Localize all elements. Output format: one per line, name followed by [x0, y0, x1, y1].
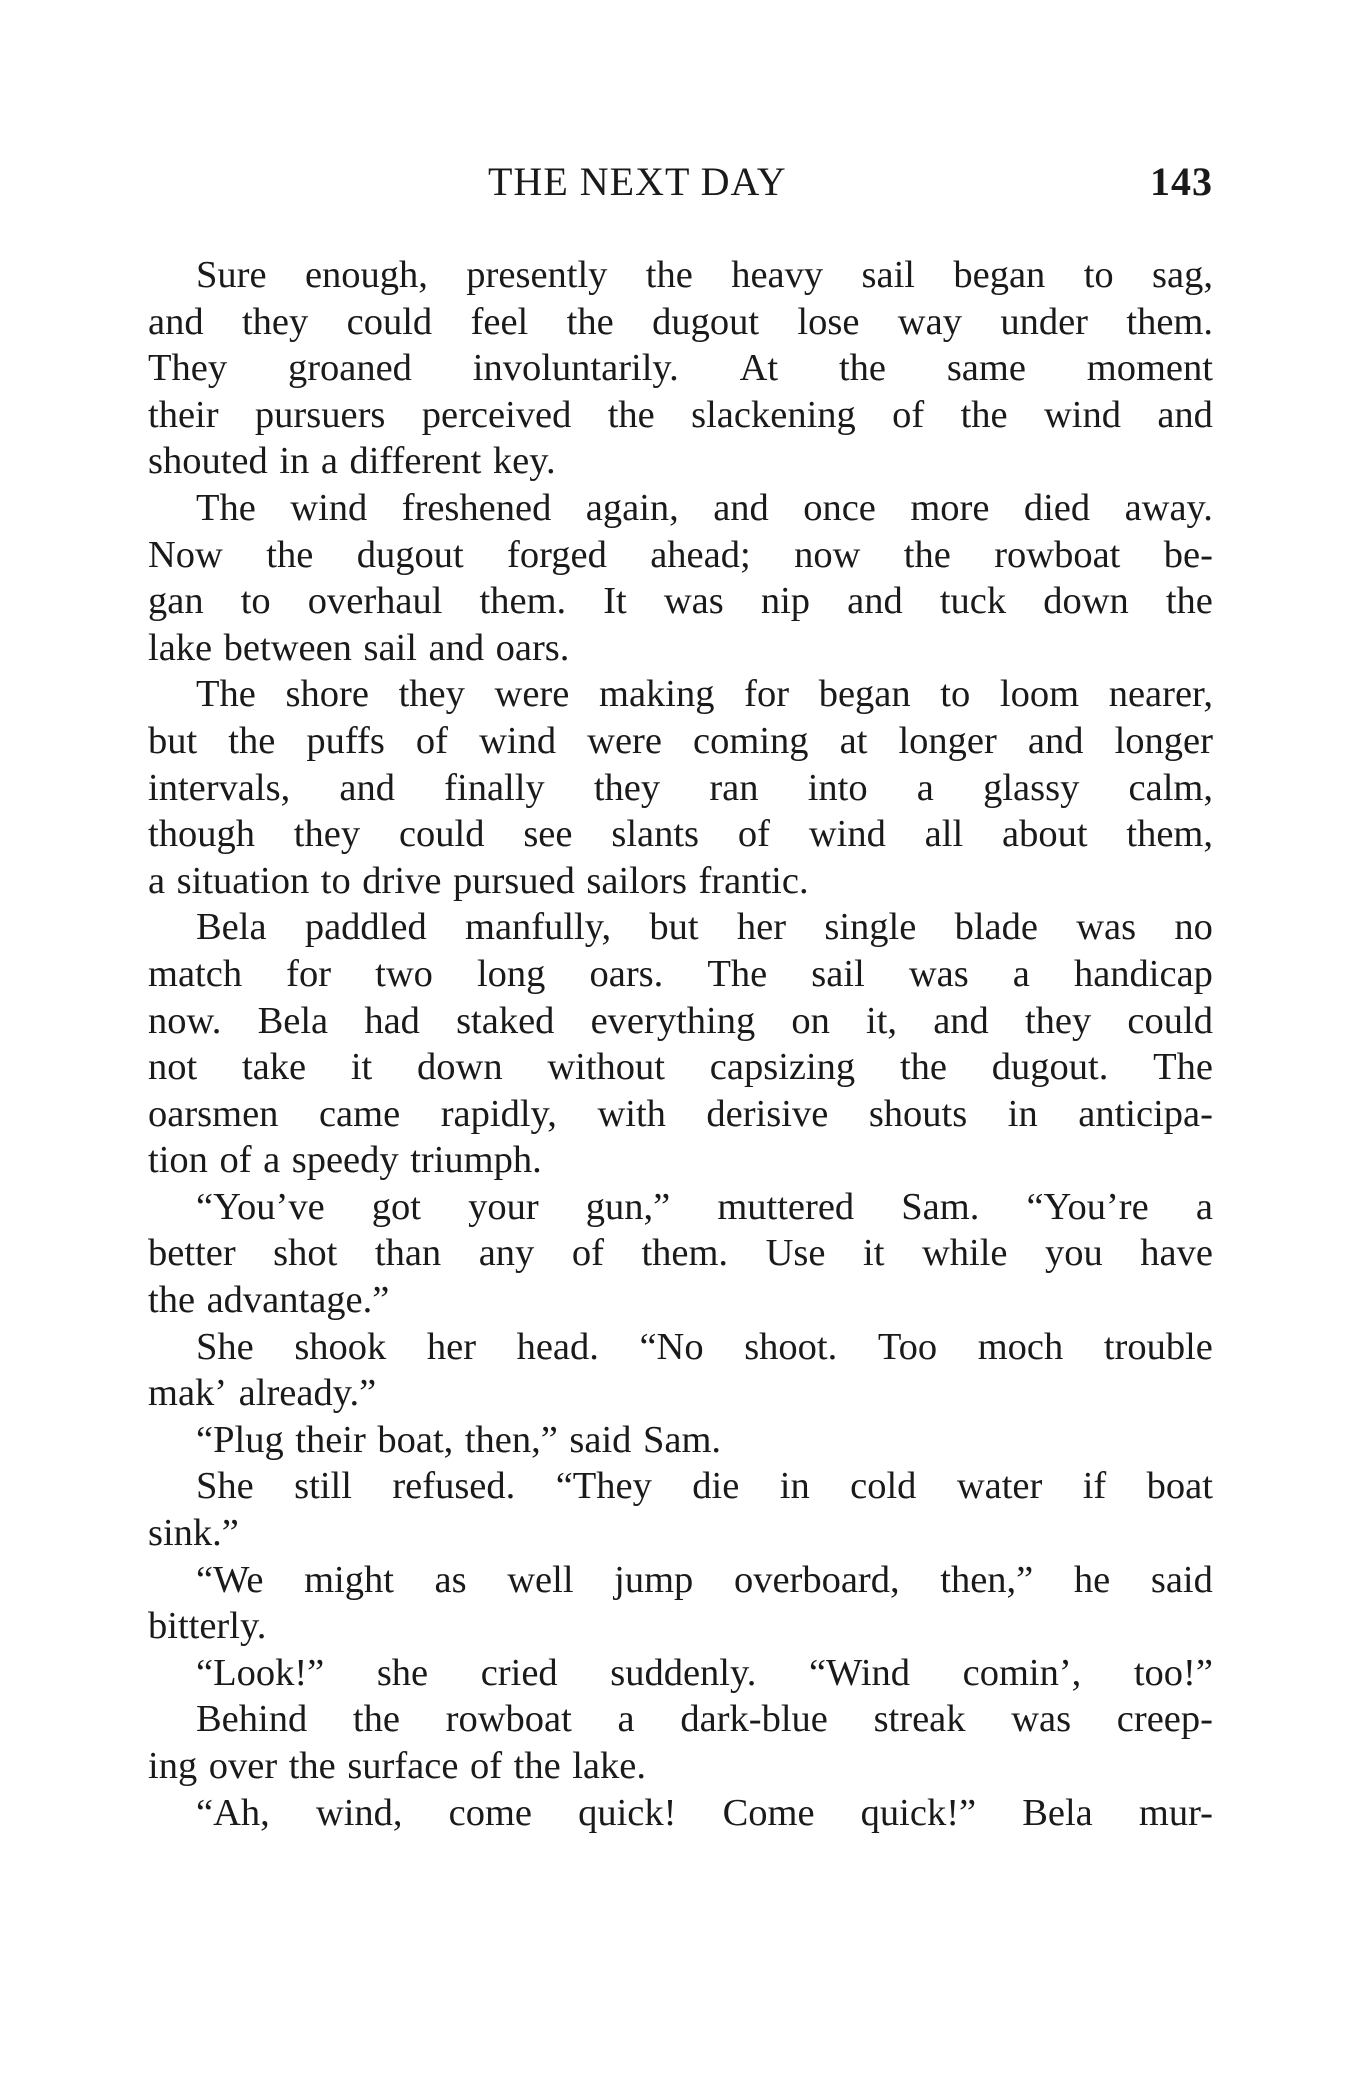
- text-word: longer: [1114, 719, 1213, 762]
- text-line: [148, 1044, 1213, 1091]
- text-line: [148, 1743, 1213, 1790]
- text-word: coming: [693, 719, 809, 762]
- text-word: of: [415, 719, 448, 762]
- text-word: speedy: [291, 1139, 399, 1182]
- text-word: oarsmen: [148, 1092, 279, 1135]
- text-word: about: [1001, 813, 1088, 856]
- text-word: mur-: [1138, 1791, 1213, 1834]
- text-word: Bela: [1022, 1791, 1093, 1834]
- text-word: slackening: [691, 393, 856, 436]
- text-word: rapidly,: [440, 1092, 557, 1135]
- text-word: tion: [148, 1139, 208, 1182]
- text-word: it: [350, 1046, 373, 1089]
- text-word: “You’re: [1026, 1185, 1149, 1228]
- text-word: Sam.: [642, 1418, 722, 1461]
- text-word: involuntarily.: [472, 347, 679, 390]
- text-word: them,: [1126, 813, 1213, 856]
- running-title: THE NEXT DAY: [488, 159, 787, 204]
- text-word: of: [571, 1232, 604, 1275]
- text-line: [148, 811, 1213, 858]
- text-word: on: [791, 999, 830, 1042]
- text-word: The: [1153, 1046, 1213, 1089]
- text-line: [148, 951, 1213, 998]
- text-line: [148, 671, 1213, 718]
- text-word: your: [468, 1185, 539, 1228]
- text-word: and: [339, 766, 395, 809]
- text-word: once: [803, 486, 876, 529]
- text-line: [148, 252, 1213, 299]
- text-word: forged: [507, 533, 607, 576]
- text-word: in: [279, 440, 310, 483]
- text-word: under: [1000, 300, 1088, 343]
- text-word: It: [603, 580, 627, 623]
- text-word: them.: [1126, 300, 1213, 343]
- text-word: still: [294, 1465, 352, 1508]
- text-word: was: [1011, 1698, 1072, 1741]
- text-line: [148, 1603, 1213, 1650]
- text-word: bitterly.: [148, 1605, 267, 1648]
- text-word: the: [903, 533, 951, 576]
- text-word: and: [713, 486, 769, 529]
- text-word: again,: [585, 486, 679, 529]
- text-line: [148, 1230, 1213, 1277]
- text-word: glassy: [983, 766, 1080, 809]
- text-word: “No: [639, 1325, 704, 1368]
- text-word: a: [148, 859, 166, 902]
- text-word: they: [398, 673, 465, 716]
- text-word: began: [953, 254, 1046, 296]
- text-word: everything: [590, 999, 756, 1042]
- text-word: with: [597, 1092, 666, 1135]
- text-word: gun,”: [585, 1185, 671, 1228]
- text-word: “You’ve: [196, 1185, 325, 1228]
- text-word: trouble: [1103, 1325, 1213, 1368]
- text-word: wind: [479, 719, 557, 762]
- text-word: derisive: [706, 1092, 829, 1135]
- text-line: [148, 1370, 1213, 1417]
- text-word: long: [476, 952, 546, 995]
- text-word: two: [375, 952, 433, 995]
- text-word: into: [807, 766, 868, 809]
- text-word: the: [607, 393, 655, 436]
- text-word: same: [946, 347, 1026, 390]
- text-word: now.: [148, 999, 222, 1042]
- text-word: boat: [1146, 1465, 1213, 1508]
- text-word: overhaul: [307, 580, 443, 623]
- text-word: and: [428, 626, 485, 669]
- text-word: they: [1024, 999, 1092, 1042]
- text-line: [148, 1184, 1213, 1231]
- text-word: freshened: [401, 486, 552, 529]
- text-word: The: [707, 952, 768, 995]
- text-word: manfully,: [465, 906, 612, 949]
- text-word: and: [847, 580, 903, 623]
- text-word: comin’,: [962, 1651, 1082, 1694]
- text-word: “Look!”: [196, 1651, 325, 1694]
- text-word: to: [320, 859, 351, 902]
- text-word: enough,: [304, 254, 428, 296]
- text-word: intervals,: [148, 766, 291, 809]
- text-word: sail: [811, 952, 865, 995]
- text-word: without: [547, 1046, 666, 1089]
- text-word: wind,: [315, 1791, 403, 1834]
- text-word: oars.: [589, 952, 664, 995]
- text-word: was: [1076, 906, 1137, 949]
- text-word: were: [587, 719, 662, 762]
- text-word: die: [692, 1465, 740, 1508]
- text-word: wind: [290, 486, 368, 529]
- text-word: to: [240, 580, 271, 623]
- text-word: Too: [877, 1325, 938, 1368]
- text-word: ran: [709, 766, 759, 809]
- text-word: and: [1157, 393, 1213, 436]
- text-word: wind: [1043, 393, 1121, 436]
- text-word: more: [910, 486, 990, 529]
- text-word: of: [219, 1139, 252, 1182]
- text-word: to: [940, 673, 971, 716]
- text-word: you: [1045, 1232, 1103, 1275]
- text-word: it,: [866, 999, 898, 1042]
- text-word: She: [196, 1465, 254, 1508]
- text-word: better: [148, 1232, 236, 1275]
- text-word: her: [736, 906, 787, 949]
- text-word: “Wind: [808, 1651, 911, 1694]
- text-line: [148, 438, 1213, 485]
- text-line: [148, 1417, 1213, 1464]
- text-line: [148, 765, 1213, 812]
- text-word: it: [863, 1232, 885, 1275]
- text-word: the: [645, 254, 693, 296]
- text-word: was: [663, 580, 724, 623]
- text-word: they: [293, 813, 361, 856]
- text-word: perceived: [421, 393, 572, 436]
- text-word: muttered: [717, 1185, 855, 1228]
- text-word: though: [148, 813, 255, 856]
- text-word: between: [223, 626, 352, 669]
- text-word: and: [933, 999, 989, 1042]
- text-word: Now: [148, 533, 223, 576]
- text-word: wind: [808, 813, 886, 856]
- text-word: suddenly.: [610, 1651, 757, 1694]
- text-word: away.: [1124, 486, 1213, 529]
- text-word: in: [779, 1465, 810, 1508]
- text-word: “We: [196, 1558, 264, 1601]
- text-word: was: [908, 952, 969, 995]
- text-word: Bela: [196, 906, 267, 949]
- text-word: the: [899, 1046, 947, 1089]
- text-word: come: [448, 1791, 532, 1834]
- text-line: [148, 345, 1213, 392]
- text-word: creep-: [1116, 1698, 1213, 1741]
- text-word: a: [617, 1698, 635, 1741]
- text-word: down: [417, 1046, 503, 1089]
- text-word: moment: [1086, 347, 1213, 390]
- text-word: dark-blue: [680, 1698, 828, 1741]
- text-line: [148, 1463, 1213, 1510]
- text-word: rowboat: [994, 533, 1121, 576]
- text-word: their: [295, 1418, 366, 1461]
- text-line: [148, 718, 1213, 765]
- text-word: shoot.: [744, 1325, 838, 1368]
- text-word: boat,: [377, 1418, 454, 1461]
- text-word: be-: [1163, 533, 1213, 576]
- text-word: the: [838, 347, 886, 390]
- text-word: of: [470, 1745, 503, 1787]
- text-word: lose: [797, 300, 860, 343]
- text-word: the: [148, 1279, 196, 1322]
- text-line: [148, 578, 1213, 625]
- text-line: [148, 1091, 1213, 1138]
- text-word: have: [1140, 1232, 1213, 1275]
- text-word: slants: [611, 813, 700, 856]
- text-word: began: [818, 673, 911, 716]
- text-line: [148, 625, 1213, 672]
- text-word: them.: [641, 1232, 729, 1275]
- text-word: dugout.: [991, 1046, 1109, 1089]
- text-line: [148, 1510, 1213, 1557]
- text-word: key.: [492, 440, 556, 483]
- text-word: loom: [999, 673, 1080, 716]
- text-word: the: [266, 533, 314, 576]
- text-word: a: [916, 766, 934, 809]
- text-line: [148, 1277, 1213, 1324]
- text-word: sailors: [586, 859, 687, 902]
- text-word: were: [494, 673, 570, 716]
- text-line: [148, 858, 1213, 905]
- text-word: too!”: [1133, 1651, 1213, 1694]
- text-word: quick!: [578, 1791, 677, 1834]
- text-word: Behind: [196, 1698, 308, 1741]
- text-word: all: [924, 813, 964, 856]
- text-word: heavy: [731, 254, 824, 296]
- text-word: a: [1012, 952, 1030, 995]
- text-word: her: [426, 1325, 477, 1368]
- text-word: he: [1073, 1558, 1111, 1601]
- text-word: could: [346, 300, 433, 343]
- text-word: the: [288, 1745, 336, 1787]
- text-word: them.: [479, 580, 567, 623]
- text-word: capsizing: [709, 1046, 856, 1089]
- text-word: shouted: [148, 440, 268, 483]
- text-word: sag,: [1152, 254, 1213, 296]
- text-word: Sam.: [901, 1185, 980, 1228]
- text-line: [148, 904, 1213, 951]
- text-word: Use: [765, 1232, 826, 1275]
- text-word: take: [241, 1046, 307, 1089]
- text-line: [148, 532, 1213, 579]
- text-word: down: [1043, 580, 1129, 623]
- text-word: rowboat: [445, 1698, 572, 1741]
- text-word: in: [1007, 1092, 1038, 1135]
- page-number: 143: [1150, 159, 1213, 204]
- text-line: [148, 1324, 1213, 1371]
- text-word: cried: [480, 1651, 558, 1694]
- text-word: shouts: [868, 1092, 968, 1135]
- text-line: [148, 299, 1213, 346]
- text-word: now: [794, 533, 861, 576]
- text-word: a: [1195, 1185, 1213, 1228]
- text-word: for: [744, 673, 790, 716]
- text-word: the: [566, 300, 614, 343]
- text-word: pursuers: [254, 393, 386, 436]
- text-word: The: [196, 673, 256, 716]
- text-word: She: [196, 1325, 254, 1368]
- text-word: Sure: [196, 254, 267, 296]
- text-word: The: [196, 486, 256, 529]
- text-word: shot: [273, 1232, 338, 1275]
- text-word: staked: [456, 999, 555, 1042]
- text-word: pursued: [452, 859, 575, 902]
- text-word: blade: [954, 906, 1038, 949]
- text-word: head.: [516, 1325, 599, 1368]
- text-word: while: [921, 1232, 1008, 1275]
- text-word: any: [478, 1232, 535, 1275]
- text-word: as: [434, 1558, 467, 1601]
- text-word: ahead;: [650, 533, 751, 576]
- text-line: [148, 392, 1213, 439]
- body-text: [148, 252, 1213, 1836]
- text-word: cold: [850, 1465, 917, 1508]
- text-word: water: [956, 1465, 1043, 1508]
- text-word: got: [371, 1185, 421, 1228]
- text-word: over: [208, 1745, 278, 1787]
- text-word: single: [824, 906, 917, 949]
- text-word: gan: [148, 580, 204, 623]
- text-word: nearer,: [1108, 673, 1213, 716]
- text-word: lake: [148, 626, 213, 669]
- text-word: of: [892, 393, 925, 436]
- text-word: advantage.”: [206, 1279, 390, 1322]
- text-word: presently: [466, 254, 608, 296]
- text-word: for: [286, 952, 332, 995]
- text-word: they: [593, 766, 661, 809]
- text-word: handicap: [1073, 952, 1213, 995]
- text-word: shook: [294, 1325, 387, 1368]
- text-word: feel: [470, 300, 529, 343]
- text-word: “Ah,: [196, 1791, 270, 1834]
- text-word: dugout: [652, 300, 760, 343]
- text-word: if: [1082, 1465, 1107, 1508]
- text-word: said: [569, 1418, 632, 1461]
- text-word: could: [1127, 999, 1213, 1042]
- text-word: she: [376, 1651, 429, 1694]
- text-word: sail: [861, 254, 915, 296]
- text-line: [148, 1696, 1213, 1743]
- text-word: and: [1027, 719, 1084, 762]
- text-word: finally: [444, 766, 545, 809]
- text-word: their: [148, 393, 219, 436]
- text-word: At: [739, 347, 779, 390]
- text-line: [148, 1137, 1213, 1184]
- text-word: had: [364, 999, 420, 1042]
- text-line: [148, 1557, 1213, 1604]
- text-word: longer: [898, 719, 997, 762]
- text-word: overboard,: [733, 1558, 900, 1601]
- text-word: streak: [873, 1698, 966, 1741]
- text-word: puffs: [306, 719, 385, 762]
- text-word: surface: [347, 1745, 459, 1787]
- text-word: situation: [176, 859, 310, 902]
- text-word: sink.”: [148, 1512, 239, 1555]
- text-word: paddled: [304, 906, 427, 949]
- text-word: refused.: [392, 1465, 516, 1508]
- text-word: making: [599, 673, 715, 716]
- text-word: died: [1023, 486, 1091, 529]
- text-word: calm,: [1128, 766, 1213, 809]
- text-word: then,”: [940, 1558, 1034, 1601]
- text-word: said: [1150, 1558, 1213, 1601]
- text-word: the: [352, 1698, 400, 1741]
- text-word: match: [148, 952, 243, 995]
- text-word: but: [148, 719, 198, 762]
- text-word: than: [374, 1232, 442, 1275]
- running-head: [148, 158, 1213, 218]
- text-word: the: [1165, 580, 1213, 623]
- text-word: anticipa-: [1078, 1092, 1213, 1135]
- text-word: Come: [722, 1791, 815, 1834]
- text-word: see: [523, 813, 573, 856]
- text-word: not: [148, 1046, 198, 1089]
- text-word: moch: [977, 1325, 1064, 1368]
- text-word: came: [318, 1092, 401, 1135]
- text-word: triumph.: [410, 1139, 542, 1182]
- text-word: and: [148, 300, 204, 343]
- text-word: quick!”: [860, 1791, 977, 1834]
- text-word: mak’: [148, 1372, 228, 1415]
- text-word: but: [649, 906, 699, 949]
- text-word: “Plug: [196, 1418, 284, 1461]
- text-word: groaned: [287, 347, 412, 390]
- text-word: jump: [614, 1558, 694, 1601]
- text-word: at: [839, 719, 868, 762]
- text-word: nip: [760, 580, 811, 623]
- text-word: of: [737, 813, 770, 856]
- text-word: the: [228, 719, 276, 762]
- text-line: [148, 1650, 1213, 1697]
- text-word: shore: [285, 673, 369, 716]
- text-word: frantic.: [698, 859, 809, 902]
- text-word: ing: [148, 1745, 198, 1787]
- text-line: [148, 485, 1213, 532]
- text-word: they: [241, 300, 309, 343]
- text-word: “They: [555, 1465, 652, 1508]
- text-word: oars.: [495, 626, 570, 669]
- text-word: the: [960, 393, 1008, 436]
- text-line: [148, 1790, 1213, 1837]
- text-word: different: [349, 440, 482, 483]
- text-line: [148, 998, 1213, 1045]
- text-word: then,”: [464, 1418, 558, 1461]
- text-word: They: [148, 347, 228, 390]
- text-word: to: [1083, 254, 1114, 296]
- text-word: could: [398, 813, 485, 856]
- text-word: way: [897, 300, 962, 343]
- text-word: dugout: [356, 533, 464, 576]
- text-word: drive: [362, 859, 442, 902]
- text-word: the: [513, 1745, 561, 1787]
- text-word: a: [263, 1139, 281, 1182]
- text-word: lake.: [572, 1745, 646, 1787]
- text-word: a: [320, 440, 338, 483]
- text-word: Bela: [257, 999, 329, 1042]
- text-word: sail: [363, 626, 417, 669]
- text-word: well: [507, 1558, 574, 1601]
- text-word: might: [304, 1558, 394, 1601]
- text-word: already.”: [238, 1372, 377, 1415]
- text-word: tuck: [939, 580, 1007, 623]
- text-word: no: [1174, 906, 1213, 949]
